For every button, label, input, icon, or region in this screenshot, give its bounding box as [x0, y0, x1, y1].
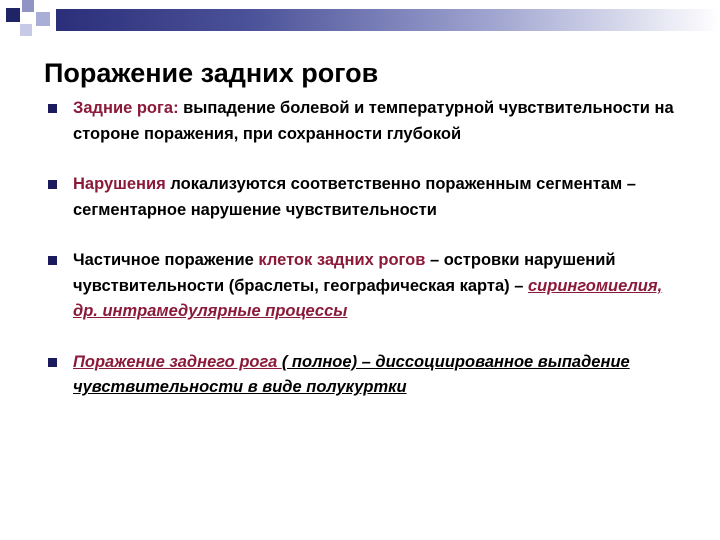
- decorative-header: [0, 0, 720, 48]
- deco-square: [6, 8, 20, 22]
- bullet-item: [48, 248, 688, 325]
- bullet-highlight: Поражение заднего рога: [73, 352, 282, 371]
- bullet-highlight: Нарушения: [73, 175, 166, 193]
- bullet-highlight: Задние рога:: [73, 99, 179, 117]
- bullet-text: – островки нарушений чувствительности (браслеты, географическая карта) –: [73, 251, 616, 295]
- bullet-item: [48, 96, 688, 147]
- bullet-item: [48, 172, 688, 223]
- slide-title: Поражение задних рогов: [44, 58, 379, 88]
- square-bullet-icon: [48, 180, 57, 189]
- deco-square: [36, 12, 50, 26]
- bullet-text: ( полное) – диссоциированное выпадение чувствительности в виде полукуртки: [73, 352, 630, 396]
- title-stripe: [56, 9, 720, 31]
- deco-square: [22, 0, 34, 12]
- deco-square: [20, 24, 32, 36]
- bullet-item: [48, 350, 688, 401]
- bullet-highlight: клеток задних рогов: [258, 251, 426, 269]
- bullet-text: локализуются соответственно пораженным сегментам – сегментарное нарушение чувствительности: [73, 175, 636, 219]
- bullet-highlight-italic: сирингомиелия, др. интрамедулярные процессы: [73, 276, 663, 320]
- bullet-text: выпадение болевой и температурной чувствительности на стороне поражения, при сохранности глубокой: [73, 99, 674, 143]
- square-bullet-icon: [48, 256, 57, 265]
- bullet-list: [48, 96, 688, 426]
- square-bullet-icon: [48, 358, 57, 367]
- square-bullet-icon: [48, 104, 57, 113]
- bullet-text: Частичное поражение: [73, 251, 259, 269]
